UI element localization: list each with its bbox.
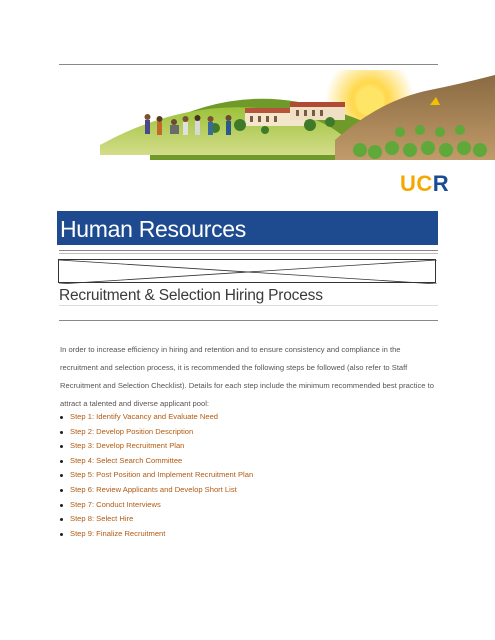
bullet-icon (60, 504, 63, 507)
step-link[interactable]: Step 6: Review Applicants and Develop Short List (60, 483, 253, 498)
ucr-logo: UCR (400, 171, 450, 196)
subtitle-underline (59, 305, 438, 306)
bullet-icon (60, 460, 63, 463)
campus-banner-illustration (0, 70, 495, 165)
page-title: Human Resources (57, 211, 438, 245)
step-link[interactable]: Step 8: Select Hire (60, 512, 253, 527)
section-rule (59, 320, 438, 321)
step-link[interactable]: Step 7: Conduct Interviews (60, 498, 253, 513)
step-link[interactable]: Step 9: Finalize Recruitment (60, 527, 253, 542)
bullet-icon (60, 416, 63, 419)
bullet-icon (60, 489, 63, 492)
bullet-icon (60, 518, 63, 521)
bullet-icon (60, 474, 63, 477)
bullet-icon (60, 431, 63, 434)
step-link[interactable]: Step 4: Select Search Committee (60, 454, 253, 469)
step-link[interactable]: Step 5: Post Position and Implement Recruitment Plan (60, 468, 253, 483)
steps-list (60, 410, 253, 541)
step-link[interactable]: Step 1: Identify Vacancy and Evaluate Need (60, 410, 253, 425)
step-link[interactable]: Step 2: Develop Position Description (60, 425, 253, 440)
step-link[interactable]: Step 3: Develop Recruitment Plan (60, 439, 253, 454)
image-placeholder (58, 259, 436, 283)
intro-paragraph: In order to increase efficiency in hiring and retention and to ensure consistency and compliance in the recruitment and selection process, it is recommended the following steps be followed (also refer to Staff Recruitment and Selection Checklist). Details for each step include the minimum recommended best practice to attract a talented and diverse applicant pool: (60, 345, 434, 408)
divider-rule-1 (59, 250, 438, 251)
bullet-icon (60, 445, 63, 448)
divider-rule-2 (59, 253, 438, 254)
top-rule (59, 64, 438, 65)
placeholder-cross-icon (59, 260, 437, 284)
section-subtitle: Recruitment & Selection Hiring Process (59, 287, 323, 304)
bullet-icon (60, 533, 63, 536)
